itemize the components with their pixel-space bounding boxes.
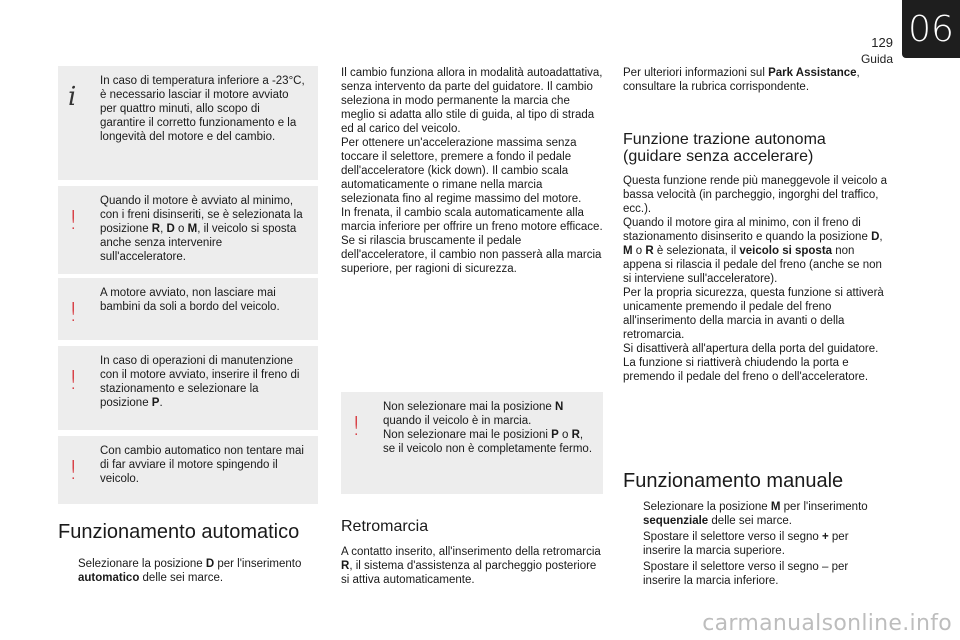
heading-manual: Funzionamento manuale — [623, 470, 844, 492]
heading-creep-function: Funzione trazione autonoma (guidare senza accelerare) — [623, 131, 826, 165]
info-icon: i — [68, 82, 77, 112]
list-item: Selezionare la posizione D per l'inserimento automatico delle sei marce. — [78, 558, 302, 584]
warning-note-text: In caso di operazioni di manutenzione con il motore avviato, inserire il freno di stazionamento e selezionare la posizione P. — [100, 355, 300, 409]
list-item: Selezionare la posizione M per l'inserimento sequenziale delle sei marce. — [643, 501, 868, 527]
info-note-text: In caso di temperatura inferiore a -23°C, è necessario lasciar il motore avviato per quattro minuti, allo scopo di garantire il corretto funzionamento e la longevità del motore e del cambio. — [100, 75, 305, 143]
warning-note-maintenance — [58, 346, 318, 430]
warning-note-text: Non selezionare mai la posizione N quando il veicolo è in marcia. Non selezionare mai le posizioni P o R, se il veicolo non è completamente fermo. — [383, 401, 593, 455]
automatic-description — [341, 66, 603, 276]
warning-note-text: Con cambio automatico non tentare mai di far avviare il motore spingendo il veicolo. — [100, 445, 304, 485]
automatic-bullets — [58, 557, 318, 587]
warning-note-neutral — [341, 392, 603, 494]
heading-automatic: Funzionamento automatico — [58, 521, 300, 543]
chapter-tab: 06 — [902, 0, 960, 58]
info-note — [58, 66, 318, 180]
paragraph: A contatto inserito, all'inserimento della retromarcia R, il sistema d'assistenza al parcheggio posteriore si attiva automaticamente. — [341, 546, 601, 586]
paragraph: Per ulteriori informazioni sul Park Assistance, consultare la rubrica corrispondente. — [623, 67, 860, 93]
paragraph: Il cambio funziona allora in modalità autoadattativa, senza intervento da parte del guidatore. Il cambio seleziona in modo permanente la marcia che meglio si adatta allo stile di guida, al tipo di strada ed al carico del veicolo. — [341, 67, 603, 135]
warning-icon: ! — [68, 298, 79, 328]
paragraph: Questa funzione rende più maneggevole il veicolo a bassa velocità (in parcheggio, ingorghi del traffico, ecc.). — [623, 175, 888, 215]
manual-bullets — [623, 500, 887, 590]
paragraph: Per la propria sicurezza, questa funzione si attiverà unicamente premendo il pedale del freno all'inserimento della marcia in avanti o della retromarcia. — [623, 287, 884, 341]
paragraph: Si disattiverà all'apertura della porta del guidatore. La funzione si riattiverà chiudendo la porta e premendo il pedale del freno o dell'acceleratore. — [623, 343, 879, 383]
paragraph: Quando il motore gira al minimo, con il freno di stazionamento disinserito e quando la posizione D, M o R è selezionata, il veicolo si sposta non appena si rilascia il pedale del freno (anche se non si interviene sull'acceleratore). — [623, 217, 883, 285]
warning-note-push-start — [58, 436, 318, 504]
paragraph: Se si rilascia bruscamente il pedale dell'acceleratore, il cambio non passerà alla marcia superiore, per ragioni di sicurezza. — [341, 235, 602, 275]
heading-reverse: Retromarcia — [341, 518, 429, 535]
list-item: Spostare il selettore verso il segno + per inserire la marcia superiore. — [643, 531, 849, 557]
list-item: Spostare il selettore verso il segno – per inserire la marcia inferiore. — [643, 561, 849, 587]
warning-icon: ! — [68, 366, 79, 396]
creep-function-description — [623, 174, 889, 384]
warning-note-text: Quando il motore è avviato al minimo, con i freni disinseriti, se è selezionata la posizione R, D o M, il veicolo si sposta anche senza intervenire sull'acceleratore. — [100, 195, 303, 263]
page-number: 129 — [871, 35, 893, 50]
paragraph: In frenata, il cambio scala automaticamente alla marcia inferiore per offrire un freno motore efficace. — [341, 207, 603, 233]
warning-icon: ! — [351, 412, 362, 442]
reverse-description — [341, 545, 603, 587]
paragraph: Per ottenere un'accelerazione massima senza toccare il selettore, premere a fondo il pedale dell'acceleratore (kick down). Il cambio scala automaticamente o rimane nella marcia selezionata fino al regime massimo del motore. — [341, 137, 582, 205]
watermark: carmanualsonline.info — [702, 611, 952, 636]
warning-icon: ! — [68, 456, 79, 486]
section-title: Guida — [860, 52, 893, 66]
warning-note-idle — [58, 186, 318, 274]
warning-note-text: A motore avviato, non lasciare mai bambini da soli a bordo del veicolo. — [100, 287, 280, 313]
park-assist-reference — [623, 66, 885, 94]
warning-icon: ! — [68, 206, 79, 236]
warning-note-children — [58, 278, 318, 340]
